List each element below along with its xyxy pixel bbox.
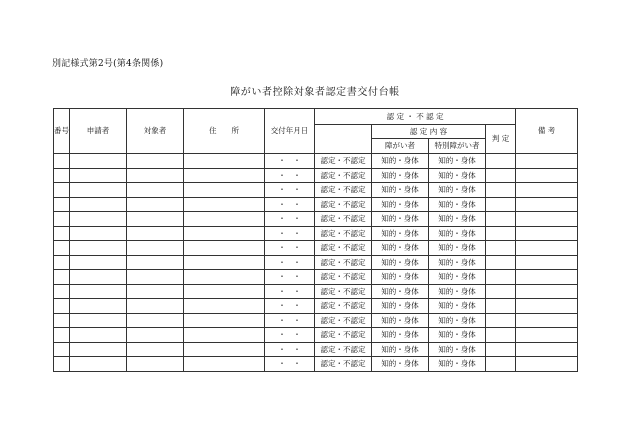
remarks-cell — [516, 241, 578, 256]
subject-cell — [127, 270, 184, 285]
judgment-cell — [486, 270, 516, 285]
ledger-table — [53, 108, 578, 372]
disabled-type-cell: 知的・身体 — [372, 284, 429, 299]
disabled-type-cell: 知的・身体 — [372, 313, 429, 328]
remarks-cell — [516, 226, 578, 241]
judgment-cell — [486, 183, 516, 198]
issue-date-cell: ・ ・ — [265, 226, 315, 241]
number-cell — [54, 197, 70, 212]
header-judgment: 判 定 — [486, 125, 516, 154]
applicant-cell — [70, 255, 127, 270]
issue-date-cell: ・ ・ — [265, 212, 315, 227]
address-cell — [184, 212, 265, 227]
table-row — [54, 168, 578, 183]
disabled-type-cell: 知的・身体 — [372, 299, 429, 314]
disabled-type-cell: 知的・身体 — [372, 342, 429, 357]
judgment-cell — [486, 284, 516, 299]
number-cell — [54, 328, 70, 343]
special-disabled-type-cell: 知的・身体 — [429, 255, 486, 270]
table-row — [54, 357, 578, 372]
remarks-cell — [516, 357, 578, 372]
certification-status-cell: 認定・不認定 — [315, 270, 372, 285]
form-label: 別記様式第2号(第4条関係) — [52, 59, 164, 69]
special-disabled-type-cell: 知的・身体 — [429, 183, 486, 198]
issue-date-cell: ・ ・ — [265, 183, 315, 198]
disabled-type-cell: 知的・身体 — [372, 212, 429, 227]
remarks-cell — [516, 154, 578, 169]
number-cell — [54, 168, 70, 183]
applicant-cell — [70, 183, 127, 198]
applicant-cell — [70, 357, 127, 372]
judgment-cell — [486, 197, 516, 212]
subject-cell — [127, 241, 184, 256]
issue-date-cell: ・ ・ — [265, 313, 315, 328]
issue-date-cell: ・ ・ — [265, 270, 315, 285]
table-header — [54, 109, 578, 154]
address-cell — [184, 357, 265, 372]
disabled-type-cell: 知的・身体 — [372, 168, 429, 183]
address-cell — [184, 226, 265, 241]
judgment-cell — [486, 168, 516, 183]
judgment-cell — [486, 328, 516, 343]
applicant-cell — [70, 212, 127, 227]
header-applicant: 申請者 — [70, 109, 127, 154]
subject-cell — [127, 168, 184, 183]
header-subject: 対象者 — [127, 109, 184, 154]
number-cell — [54, 241, 70, 256]
subject-cell — [127, 342, 184, 357]
remarks-cell — [516, 212, 578, 227]
address-cell — [184, 284, 265, 299]
address-cell — [184, 328, 265, 343]
address-cell — [184, 197, 265, 212]
certification-status-cell: 認定・不認定 — [315, 168, 372, 183]
disabled-type-cell: 知的・身体 — [372, 183, 429, 198]
address-cell — [184, 168, 265, 183]
document-title: 障がい者控除対象者認定書交付台帳 — [230, 87, 400, 98]
remarks-cell — [516, 342, 578, 357]
special-disabled-type-cell: 知的・身体 — [429, 226, 486, 241]
number-cell — [54, 313, 70, 328]
remarks-cell — [516, 299, 578, 314]
subject-cell — [127, 197, 184, 212]
remarks-cell — [516, 168, 578, 183]
table-row — [54, 342, 578, 357]
address-cell — [184, 241, 265, 256]
disabled-type-cell: 知的・身体 — [372, 154, 429, 169]
certification-status-cell: 認定・不認定 — [315, 241, 372, 256]
certification-status-cell: 認定・不認定 — [315, 154, 372, 169]
number-cell — [54, 183, 70, 198]
applicant-cell — [70, 284, 127, 299]
special-disabled-type-cell: 知的・身体 — [429, 154, 486, 169]
issue-date-cell: ・ ・ — [265, 241, 315, 256]
number-cell — [54, 154, 70, 169]
header-certification: 認 定 ・ 不 認 定 — [315, 109, 516, 125]
applicant-cell — [70, 270, 127, 285]
applicant-cell — [70, 342, 127, 357]
address-cell — [184, 299, 265, 314]
remarks-cell — [516, 197, 578, 212]
special-disabled-type-cell: 知的・身体 — [429, 328, 486, 343]
subject-cell — [127, 357, 184, 372]
special-disabled-type-cell: 知的・身体 — [429, 197, 486, 212]
number-cell — [54, 226, 70, 241]
issue-date-cell: ・ ・ — [265, 255, 315, 270]
number-cell — [54, 299, 70, 314]
remarks-cell — [516, 183, 578, 198]
special-disabled-type-cell: 知的・身体 — [429, 357, 486, 372]
certification-status-cell: 認定・不認定 — [315, 212, 372, 227]
table-row — [54, 299, 578, 314]
number-cell — [54, 212, 70, 227]
subject-cell — [127, 255, 184, 270]
judgment-cell — [486, 299, 516, 314]
applicant-cell — [70, 226, 127, 241]
subject-cell — [127, 154, 184, 169]
applicant-cell — [70, 299, 127, 314]
judgment-cell — [486, 226, 516, 241]
issue-date-cell: ・ ・ — [265, 357, 315, 372]
table-row — [54, 197, 578, 212]
header-certification-content: 認 定 内 容 — [372, 125, 486, 139]
table-row — [54, 212, 578, 227]
subject-cell — [127, 212, 184, 227]
header-certification-blank — [315, 125, 372, 154]
disabled-type-cell: 知的・身体 — [372, 357, 429, 372]
subject-cell — [127, 183, 184, 198]
certification-status-cell: 認定・不認定 — [315, 328, 372, 343]
disabled-type-cell: 知的・身体 — [372, 197, 429, 212]
header-issue-date: 交付年月日 — [265, 109, 315, 154]
issue-date-cell: ・ ・ — [265, 168, 315, 183]
special-disabled-type-cell: 知的・身体 — [429, 342, 486, 357]
certification-status-cell: 認定・不認定 — [315, 255, 372, 270]
header-disabled: 障がい者 — [372, 139, 429, 154]
certification-status-cell: 認定・不認定 — [315, 313, 372, 328]
number-cell — [54, 255, 70, 270]
special-disabled-type-cell: 知的・身体 — [429, 284, 486, 299]
subject-cell — [127, 226, 184, 241]
issue-date-cell: ・ ・ — [265, 154, 315, 169]
special-disabled-type-cell: 知的・身体 — [429, 241, 486, 256]
number-cell — [54, 284, 70, 299]
issue-date-cell: ・ ・ — [265, 284, 315, 299]
table-row — [54, 270, 578, 285]
disabled-type-cell: 知的・身体 — [372, 328, 429, 343]
applicant-cell — [70, 328, 127, 343]
applicant-cell — [70, 241, 127, 256]
applicant-cell — [70, 313, 127, 328]
disabled-type-cell: 知的・身体 — [372, 270, 429, 285]
table-row — [54, 284, 578, 299]
remarks-cell — [516, 328, 578, 343]
certification-status-cell: 認定・不認定 — [315, 299, 372, 314]
address-cell — [184, 313, 265, 328]
subject-cell — [127, 313, 184, 328]
certification-status-cell: 認定・不認定 — [315, 342, 372, 357]
header-special-disabled: 特別障がい者 — [429, 139, 486, 154]
disabled-type-cell: 知的・身体 — [372, 226, 429, 241]
table-row — [54, 241, 578, 256]
remarks-cell — [516, 270, 578, 285]
disabled-type-cell: 知的・身体 — [372, 241, 429, 256]
table-row — [54, 255, 578, 270]
judgment-cell — [486, 342, 516, 357]
certification-status-cell: 認定・不認定 — [315, 357, 372, 372]
judgment-cell — [486, 212, 516, 227]
address-cell — [184, 154, 265, 169]
header-remarks: 備 考 — [516, 109, 578, 154]
applicant-cell — [70, 154, 127, 169]
certification-status-cell: 認定・不認定 — [315, 183, 372, 198]
table-row — [54, 226, 578, 241]
judgment-cell — [486, 241, 516, 256]
address-cell — [184, 255, 265, 270]
header-number: 番号 — [54, 109, 70, 154]
special-disabled-type-cell: 知的・身体 — [429, 313, 486, 328]
judgment-cell — [486, 313, 516, 328]
special-disabled-type-cell: 知的・身体 — [429, 212, 486, 227]
applicant-cell — [70, 168, 127, 183]
subject-cell — [127, 299, 184, 314]
address-cell — [184, 183, 265, 198]
issue-date-cell: ・ ・ — [265, 328, 315, 343]
subject-cell — [127, 284, 184, 299]
number-cell — [54, 357, 70, 372]
header-address: 住 所 — [184, 109, 265, 154]
issue-date-cell: ・ ・ — [265, 197, 315, 212]
remarks-cell — [516, 284, 578, 299]
table-row — [54, 328, 578, 343]
certification-status-cell: 認定・不認定 — [315, 226, 372, 241]
judgment-cell — [486, 357, 516, 372]
issue-date-cell: ・ ・ — [265, 299, 315, 314]
address-cell — [184, 342, 265, 357]
table-body — [54, 154, 578, 372]
certification-status-cell: 認定・不認定 — [315, 284, 372, 299]
issue-date-cell: ・ ・ — [265, 342, 315, 357]
subject-cell — [127, 328, 184, 343]
special-disabled-type-cell: 知的・身体 — [429, 168, 486, 183]
table-row — [54, 154, 578, 169]
applicant-cell — [70, 197, 127, 212]
table-row — [54, 313, 578, 328]
address-cell — [184, 270, 265, 285]
judgment-cell — [486, 255, 516, 270]
number-cell — [54, 342, 70, 357]
number-cell — [54, 270, 70, 285]
table-row — [54, 183, 578, 198]
certification-status-cell: 認定・不認定 — [315, 197, 372, 212]
special-disabled-type-cell: 知的・身体 — [429, 270, 486, 285]
remarks-cell — [516, 255, 578, 270]
judgment-cell — [486, 154, 516, 169]
special-disabled-type-cell: 知的・身体 — [429, 299, 486, 314]
disabled-type-cell: 知的・身体 — [372, 255, 429, 270]
remarks-cell — [516, 313, 578, 328]
